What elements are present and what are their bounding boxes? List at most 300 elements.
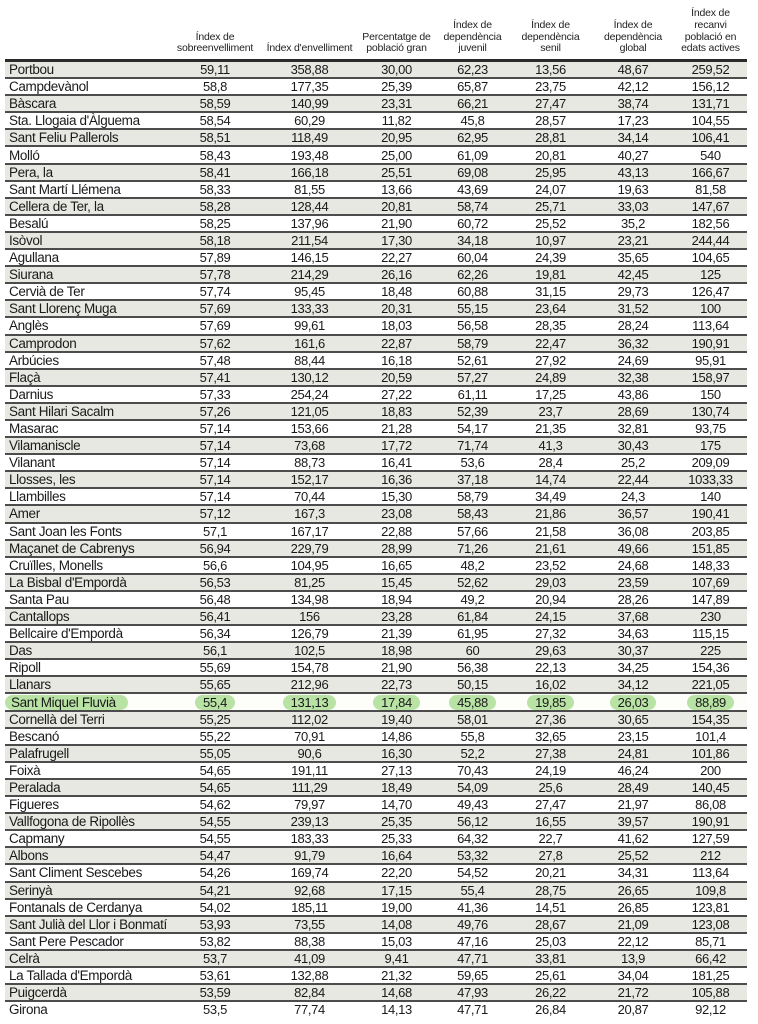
value-cell [592,232,674,249]
cell-text: Ripoll [9,660,41,676]
value-cell [509,335,592,352]
table-row [5,813,747,830]
value-cell [357,112,436,129]
cell-text: 25,61 [535,968,566,984]
table-row [5,608,747,625]
value-cell [436,933,509,950]
cell-text: 56,6 [203,557,227,573]
value-cell [674,967,747,984]
value-cell [262,813,357,830]
cell-text: 27,47 [535,797,566,813]
cell-text: 259,52 [691,62,730,78]
cell-text: 18,83 [381,403,412,419]
cell-text: 57,69 [199,301,231,317]
cell-text: 62,26 [457,267,488,283]
cell-text: Llosses, les [9,472,76,488]
cell-text: Pera, la [9,164,53,180]
value-cell [357,300,436,317]
cell-text: 113,64 [692,865,729,881]
value-cell [436,830,509,847]
value-cell [436,78,509,95]
cell-text: 58,79 [457,489,488,505]
value-cell [436,625,509,642]
value-cell [168,386,262,403]
cell-text: 61,95 [457,626,488,642]
cell-text: 27,32 [535,626,566,642]
value-cell [436,899,509,916]
value-cell [674,369,747,386]
table-row [5,249,747,266]
cell-text: 57,14 [199,438,231,454]
value-cell [262,711,357,728]
value-cell [357,283,436,300]
cell-text: Portbou [9,62,54,78]
cell-text: 152,17 [290,472,329,488]
cell-text: 154,36 [691,660,730,676]
cell-text: 33,03 [617,198,649,214]
value-cell [436,967,509,984]
cell-text: 88,73 [294,455,325,471]
cell-text: 81,55 [294,181,325,197]
value-cell [262,847,357,864]
value-cell [168,164,262,181]
value-cell [262,317,357,334]
value-cell [674,813,747,830]
municipality-name-cell [5,984,168,1001]
cell-text: 32,65 [535,728,566,744]
value-cell [262,112,357,129]
cell-text: 14,70 [381,797,412,813]
value-cell [168,676,262,693]
value-cell [509,540,592,557]
cell-text: 166,67 [691,164,730,180]
cell-text: 57,74 [199,284,231,300]
value-cell [592,882,674,899]
cell-text: 34,14 [617,130,649,146]
value-cell [674,693,747,710]
cell-text: La Tallada d'Empordà [9,968,132,984]
cell-text: 24,07 [535,181,566,197]
cell-text: 169,74 [290,865,329,881]
municipality-name-cell [5,728,168,745]
cell-text: Masarac [9,421,59,437]
table-row [5,779,747,796]
cell-text: 225 [700,643,721,659]
cell-text: 20,21 [535,865,566,881]
value-cell [436,847,509,864]
cell-text: 14,51 [535,899,566,915]
cell-text: 48,2 [460,557,485,573]
table-row [5,488,747,505]
cell-text: 58,01 [457,711,488,727]
cell-text: 54,17 [457,421,488,437]
cell-text: 22,88 [381,523,412,539]
value-cell [436,181,509,198]
value-cell [262,779,357,796]
cell-text: 52,39 [457,403,488,419]
value-cell [436,676,509,693]
table-row [5,300,747,317]
cell-text: Darnius [9,386,54,402]
cell-text: 22,73 [381,677,412,693]
cell-text: 54,47 [199,848,231,864]
value-cell [436,420,509,437]
value-cell [436,369,509,386]
value-cell [168,933,262,950]
value-cell [262,129,357,146]
value-cell [592,112,674,129]
value-cell [262,352,357,369]
cell-text: 133,33 [290,301,329,317]
cell-text: 35,65 [617,250,649,266]
value-cell [168,61,262,79]
value-cell [436,540,509,557]
cell-text: 55,15 [457,301,488,317]
value-cell [674,129,747,146]
cell-text: 70,43 [457,762,488,778]
cell-text: Isòvol [9,232,43,248]
value-cell [436,471,509,488]
cell-text: 34,49 [535,489,566,505]
cell-text: 19,40 [381,711,412,727]
value-cell [509,984,592,1001]
value-cell [674,916,747,933]
value-cell [168,591,262,608]
value-cell [262,540,357,557]
value-cell [357,728,436,745]
cell-text: 88,38 [294,933,325,949]
municipality-name-cell [5,899,168,916]
value-cell [592,523,674,540]
value-cell [509,847,592,864]
cell-text: 16,65 [381,557,412,573]
cell-text: 62,95 [457,130,488,146]
value-cell [262,454,357,471]
cell-text: 61,11 [457,386,488,402]
table-row [5,642,747,659]
value-cell [592,300,674,317]
cell-text: 183,33 [290,831,329,847]
cell-text: 58,43 [457,506,488,522]
table-row [5,916,747,933]
value-cell [509,61,592,79]
cell-text: 58,28 [199,198,231,214]
value-cell [436,249,509,266]
cell-text: Figueres [9,797,59,813]
value-cell [262,181,357,198]
value-cell [674,471,747,488]
value-cell [509,950,592,967]
municipality-name-cell [5,198,168,215]
cell-text: Besalú [9,215,49,231]
value-cell [592,642,674,659]
cell-text: 175 [700,438,721,454]
municipalities-indicators-table [5,0,747,1017]
highlighted-row [5,693,747,710]
cell-text: 25,39 [381,79,412,95]
municipality-name-cell [5,249,168,266]
cell-text: Sant Joan les Fonts [9,523,122,539]
cell-text: 239,13 [290,814,329,830]
cell-text: 71,26 [457,540,488,556]
value-cell [509,659,592,676]
cell-text: 109,8 [695,882,726,898]
cell-text: 214,29 [290,267,329,283]
cell-text: 26,22 [535,985,566,1001]
cell-text: 91,79 [294,848,325,864]
value-cell [357,659,436,676]
municipality-name-cell [5,112,168,129]
value-cell [357,608,436,625]
cell-text: 14,74 [535,472,566,488]
value-cell [168,762,262,779]
cell-text: 25,2 [621,455,645,471]
value-cell [357,796,436,813]
cell-text: 22,27 [381,250,412,266]
value-cell [592,488,674,505]
cell-text: 56,12 [457,814,488,830]
value-cell [674,847,747,864]
cell-text: 25,52 [535,215,566,231]
cell-text: 57,48 [199,352,231,368]
cell-text: 82,84 [294,985,325,1001]
value-cell [674,711,747,728]
cell-text: Anglès [9,318,49,334]
value-cell [509,864,592,881]
value-cell [436,745,509,762]
value-cell [509,762,592,779]
cell-text: 58,79 [457,335,488,351]
cell-text: Peralada [9,779,61,795]
cell-text: 25,51 [381,164,412,180]
value-cell [168,403,262,420]
cell-text: 13,9 [621,950,645,966]
cell-text: 101,86 [691,745,730,761]
value-cell [592,352,674,369]
value-cell [509,454,592,471]
cell-text: 161,6 [294,335,325,351]
cell-text: 53,5 [203,1002,227,1018]
table-row [5,386,747,403]
table-row [5,164,747,181]
municipality-name-cell [5,352,168,369]
cell-text: 54,55 [199,814,231,830]
value-cell [592,181,674,198]
cell-text: 41,3 [538,438,563,454]
table-row [5,967,747,984]
value-cell [674,420,747,437]
value-cell [262,198,357,215]
cell-text: Cruïlles, Monells [9,557,103,573]
value-cell [592,266,674,283]
value-cell [436,215,509,232]
value-cell [592,984,674,1001]
cell-text: Vilanant [9,455,55,471]
cell-text: 43,86 [617,386,649,402]
value-cell [262,164,357,181]
value-cell [592,317,674,334]
table-row [5,317,747,334]
value-cell [436,984,509,1001]
cell-text: 137,96 [290,215,329,231]
value-cell [674,403,747,420]
cell-text: 56,1 [203,643,227,659]
cell-text: 23,28 [381,609,412,625]
value-cell [509,215,592,232]
municipality-name-cell [5,146,168,163]
table-row [5,95,747,112]
value-cell [674,283,747,300]
table-row [5,591,747,608]
municipality-name-cell [5,164,168,181]
cell-text: 9,41 [384,950,409,966]
cell-text: 28,81 [535,130,566,146]
cell-text: 30,65 [617,711,649,727]
cell-text: 57,41 [199,369,231,385]
value-cell [357,899,436,916]
value-cell [168,984,262,1001]
value-cell [168,454,262,471]
municipality-name-cell [5,813,168,830]
value-cell [436,659,509,676]
value-cell [436,454,509,471]
value-cell [262,386,357,403]
cell-text: 31,15 [535,284,566,300]
value-cell [674,300,747,317]
cell-text: 47,71 [457,1002,488,1018]
cell-text: 131,71 [691,96,730,112]
cell-text: 55,22 [199,728,231,744]
cell-text: 36,57 [617,506,649,522]
value-cell [674,540,747,557]
cell-text: Puigcerdà [9,985,67,1001]
cell-text: 57,89 [199,250,231,266]
value-cell [168,112,262,129]
value-cell [357,933,436,950]
value-cell [592,454,674,471]
cell-text: 20,59 [381,369,412,385]
value-cell [509,916,592,933]
value-cell [436,112,509,129]
cell-text: 47,93 [457,985,488,1001]
value-cell [436,129,509,146]
value-cell [357,1001,436,1017]
cell-text: 86,08 [695,797,726,813]
value-cell [168,796,262,813]
cell-text: 20,94 [535,591,566,607]
cell-text: 28,4 [538,455,563,471]
cell-text: 58,54 [199,113,231,129]
value-cell [436,693,509,710]
value-cell [674,232,747,249]
value-cell [509,676,592,693]
cell-text: 22,13 [535,660,566,676]
value-cell [674,181,747,198]
value-cell [674,488,747,505]
value-cell [262,967,357,984]
municipality-name-cell [5,95,168,112]
cell-text: 28,57 [535,113,566,129]
municipality-name-cell [5,454,168,471]
cell-text: 66,21 [457,96,488,112]
municipality-name-cell [5,471,168,488]
table-row [5,283,747,300]
cell-text: 56,38 [457,660,488,676]
value-cell [436,505,509,522]
value-cell [592,813,674,830]
cell-text: 21,09 [617,916,649,932]
cell-text: 22,7 [538,831,563,847]
value-cell [262,78,357,95]
cell-text: 21,58 [535,523,566,539]
cell-text: 140,45 [691,779,730,795]
value-cell [262,882,357,899]
cell-text: Sant Hilari Sacalm [9,403,114,419]
cell-text: Vallfogona de Ripollès [9,814,135,830]
value-cell [168,232,262,249]
cell-text: Fontanals de Cerdanya [9,899,142,915]
value-cell [357,454,436,471]
value-cell [592,899,674,916]
municipality-name-cell [5,129,168,146]
municipality-name-cell [5,181,168,198]
cell-text: 52,62 [457,574,488,590]
cell-text: 60,04 [457,250,488,266]
value-cell [509,317,592,334]
cell-text: 49,2 [460,591,485,607]
value-cell [357,266,436,283]
value-cell [168,283,262,300]
column-header: Percentatge de població gran [362,30,431,55]
cell-text: 57,66 [457,523,488,539]
cell-text: 23,59 [617,574,649,590]
cell-text: 54,62 [199,797,231,813]
value-cell [262,335,357,352]
value-cell [674,625,747,642]
value-cell [674,215,747,232]
cell-text: 62,23 [457,62,488,78]
value-cell [592,916,674,933]
cell-text: 132,88 [290,968,329,984]
value-cell [592,830,674,847]
cell-text: 27,38 [535,745,566,761]
cell-text: 125 [700,267,721,283]
cell-text: 113,64 [692,318,729,334]
green-highlight-pill: Sant Miquel Fluvià [5,695,128,710]
value-cell [168,608,262,625]
value-cell [357,146,436,163]
cell-text: 21,35 [535,421,566,437]
value-cell [436,728,509,745]
cell-text: 54,65 [199,762,231,778]
cell-text: 10,97 [535,232,566,248]
cell-text: Camprodon [9,335,77,351]
value-cell [168,505,262,522]
cell-text: 190,91 [691,814,730,830]
value-cell [262,984,357,1001]
value-cell [436,95,509,112]
value-cell [262,899,357,916]
value-cell [674,386,747,403]
cell-text: 19,81 [535,267,566,283]
value-cell [674,574,747,591]
value-cell [357,540,436,557]
cell-text: 33,81 [535,950,566,966]
value-cell [168,523,262,540]
cell-text: 48,67 [617,62,649,78]
cell-text: 156,12 [691,79,730,95]
cell-text: Bescanó [9,728,60,744]
